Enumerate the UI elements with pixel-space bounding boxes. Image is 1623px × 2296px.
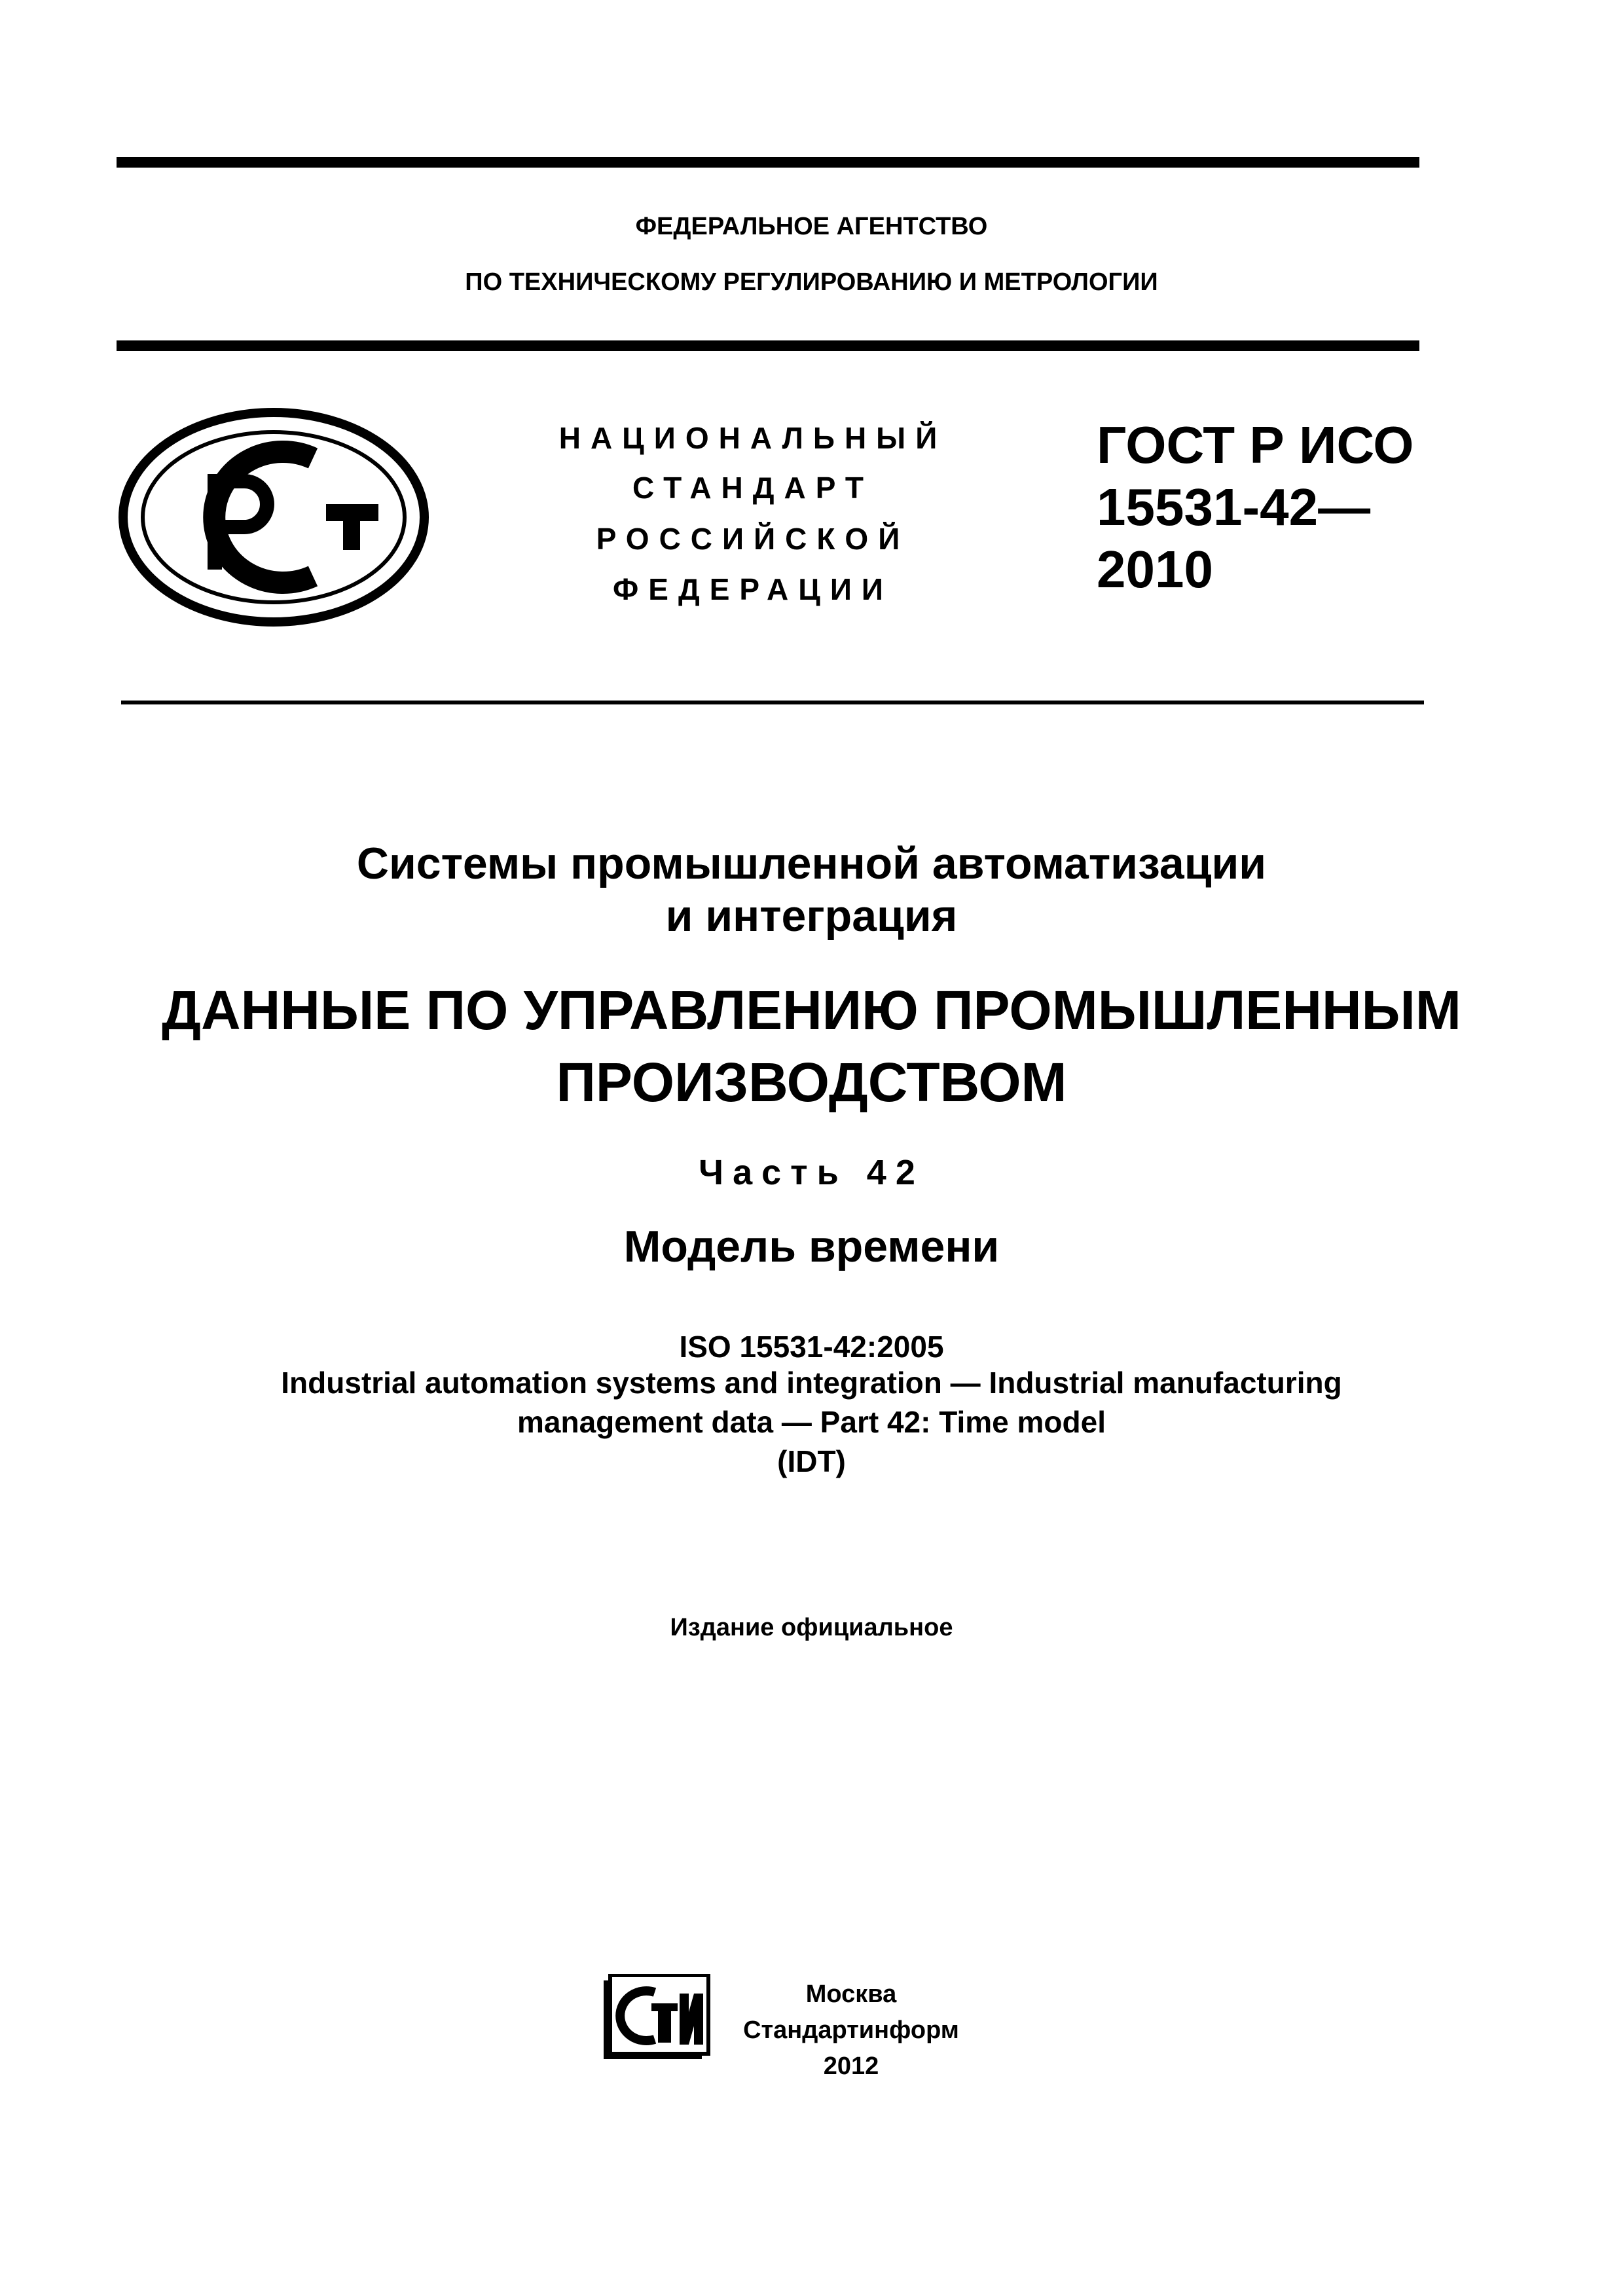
publisher-year: 2012 xyxy=(823,2052,879,2080)
part-number: Часть 42 xyxy=(699,1153,924,1192)
agency-line-2: ПО ТЕХНИЧЕСКОМУ РЕГУЛИРОВАНИЮ И МЕТРОЛОГИИ xyxy=(465,268,1158,296)
standard-code-line-3: 2010 xyxy=(1097,540,1213,598)
iso-title-line-2: management data — Part 42: Time model xyxy=(517,1405,1106,1439)
standard-code-line-1: ГОСТ Р ИСО xyxy=(1097,416,1414,474)
rst-mark-icon xyxy=(117,406,431,629)
standartinform-logo-icon xyxy=(602,1974,710,2062)
standard-type-line-3: РОССИЙСКОЙ xyxy=(596,522,910,556)
main-title-line-2: ПРОИЗВОДСТВОМ xyxy=(556,1051,1067,1113)
top-rule xyxy=(117,157,1419,168)
title-separator-rule xyxy=(121,701,1424,704)
publisher-name: Стандартинформ xyxy=(743,2016,959,2044)
title-line-2: и интеграция xyxy=(665,891,958,941)
identity-degree: (IDT) xyxy=(777,1444,846,1478)
iso-code: ISO 15531-42:2005 xyxy=(679,1330,944,1364)
standard-type-line-1: НАЦИОНАЛЬНЫЙ xyxy=(558,421,947,455)
iso-title-line-1: Industrial automation systems and integration — Industrial manufacturing xyxy=(281,1366,1342,1400)
part-title: Модель времени xyxy=(623,1222,1000,1271)
edition-label: Издание официальное xyxy=(670,1614,953,1641)
standard-type-line-4: ФЕДЕРАЦИИ xyxy=(613,572,893,606)
agency-line-1: ФЕДЕРАЛЬНОЕ АГЕНТСТВО xyxy=(635,213,988,240)
header-bottom-rule xyxy=(117,340,1419,351)
publisher-city: Москва xyxy=(805,1980,897,2008)
main-title-line-1: ДАННЫЕ ПО УПРАВЛЕНИЮ ПРОМЫШЛЕННЫМ xyxy=(162,979,1461,1041)
standard-code-line-2: 15531-42— xyxy=(1097,478,1371,536)
standard-type-line-2: СТАНДАРТ xyxy=(632,471,873,505)
title-line-1: Системы промышленной автоматизации xyxy=(356,839,1267,888)
